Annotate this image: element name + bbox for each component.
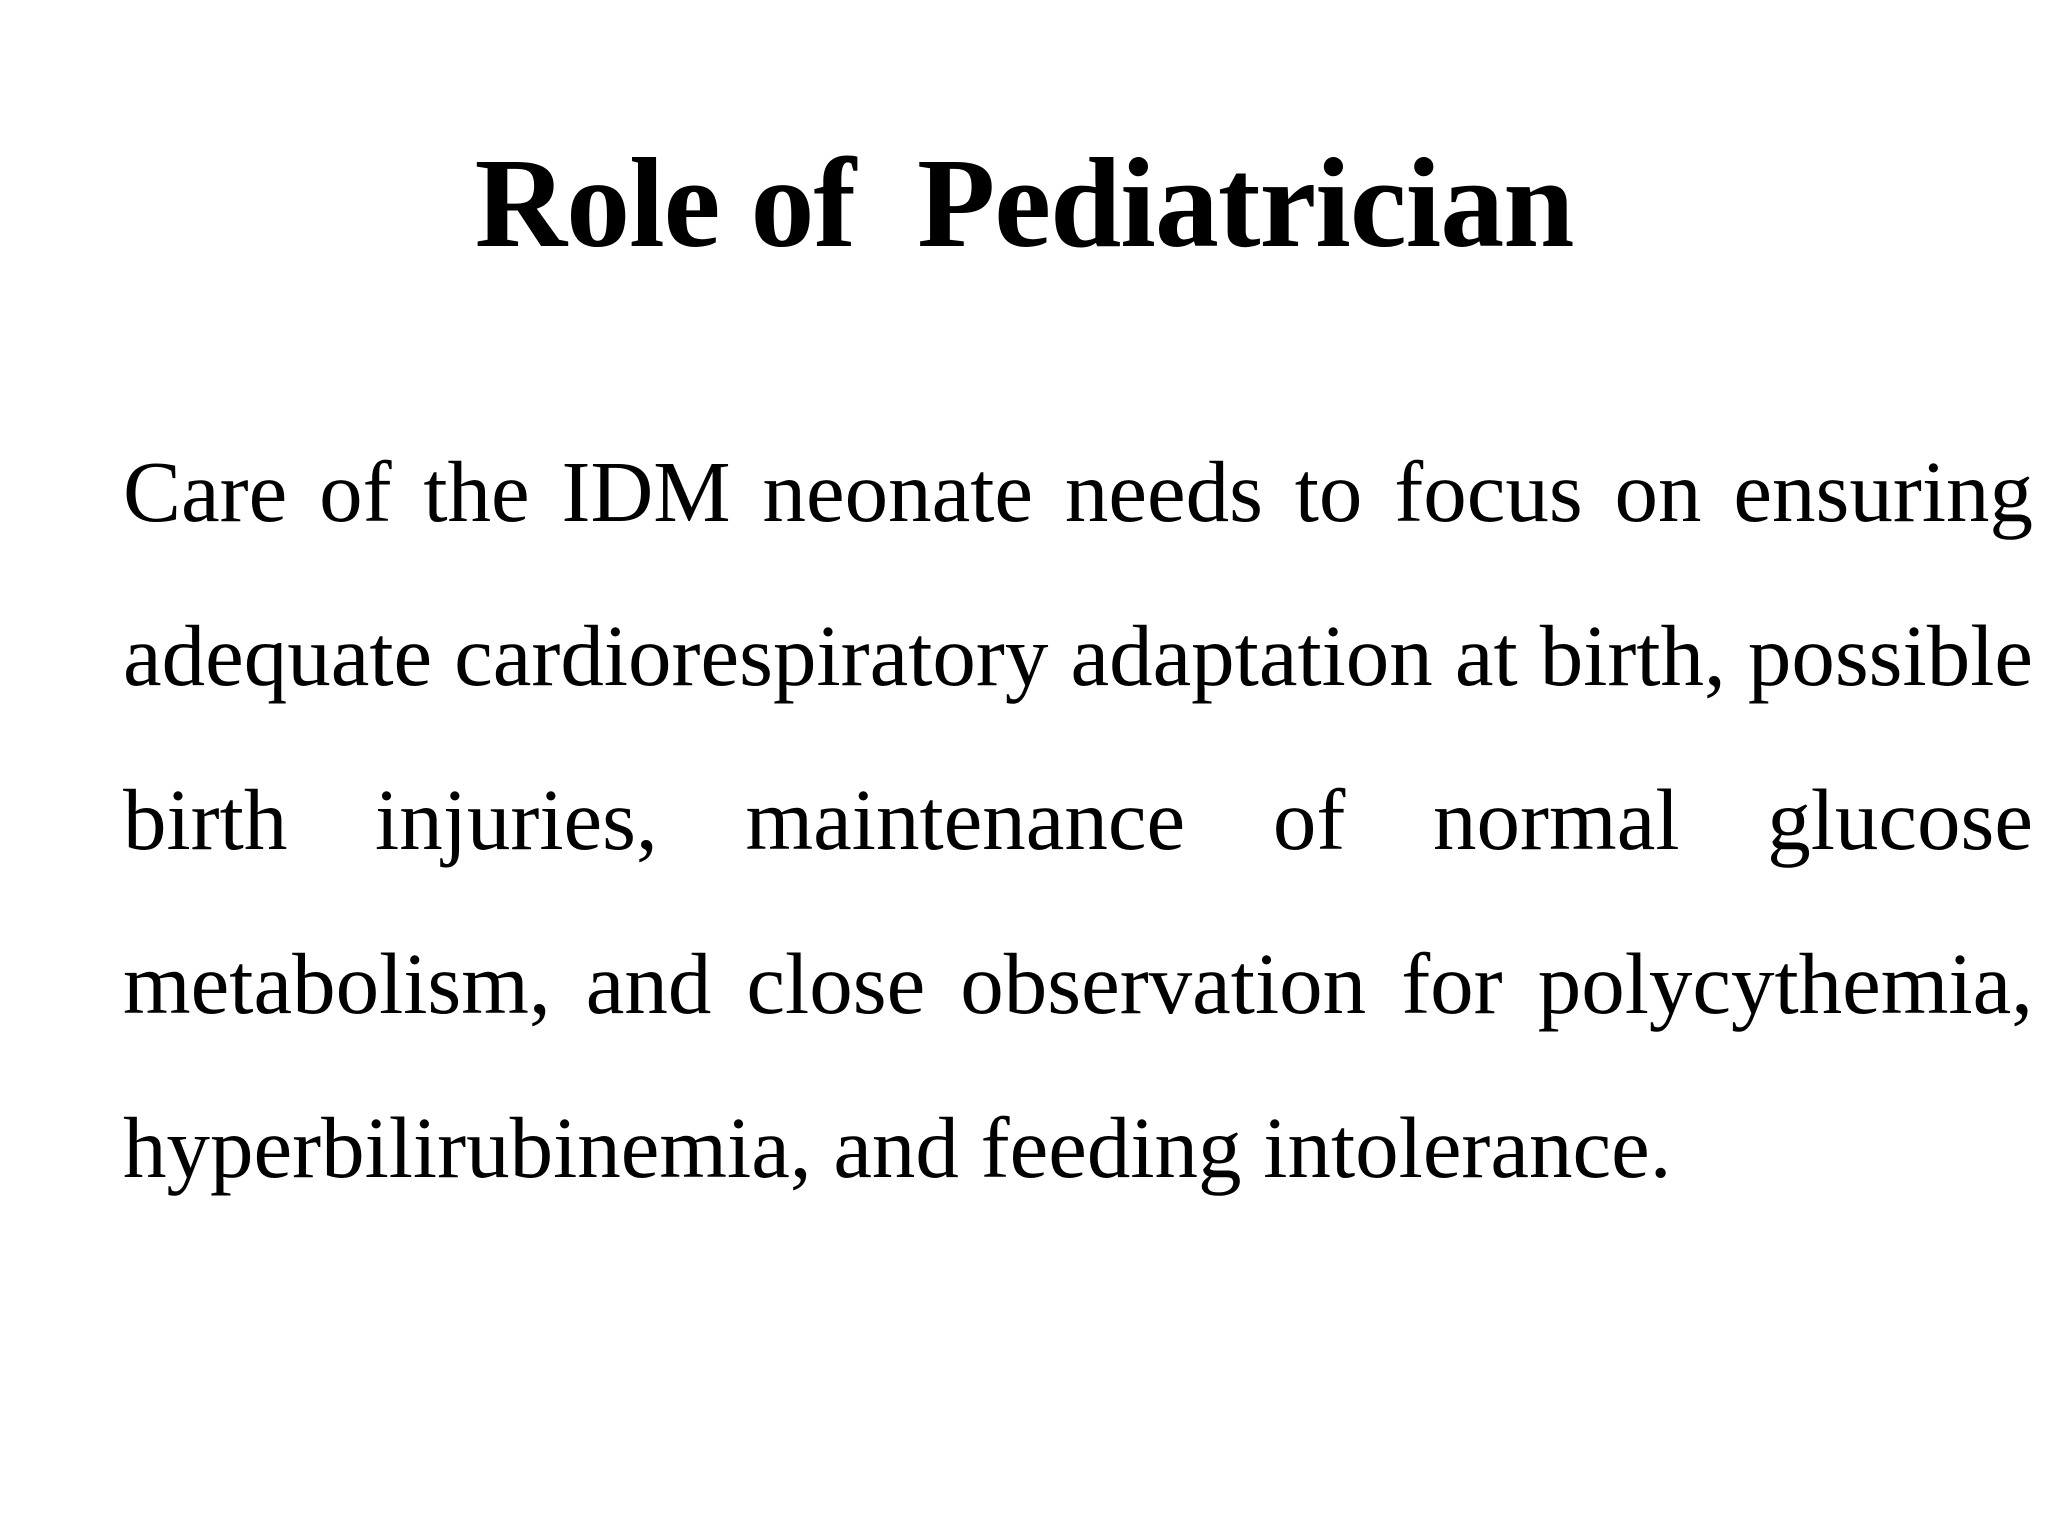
slide-title: Role of Pediatrician bbox=[474, 132, 1574, 274]
slide-body-text: Care of the IDM neonate needs to focus on ensuring adequate cardiorespiratory adaptation at birth, possible birth injuries, maintenance of normal glucose metabolism, and close observation for polycythemia, hyperbilirubinemia, and feeding intolerance. bbox=[123, 443, 2033, 1196]
